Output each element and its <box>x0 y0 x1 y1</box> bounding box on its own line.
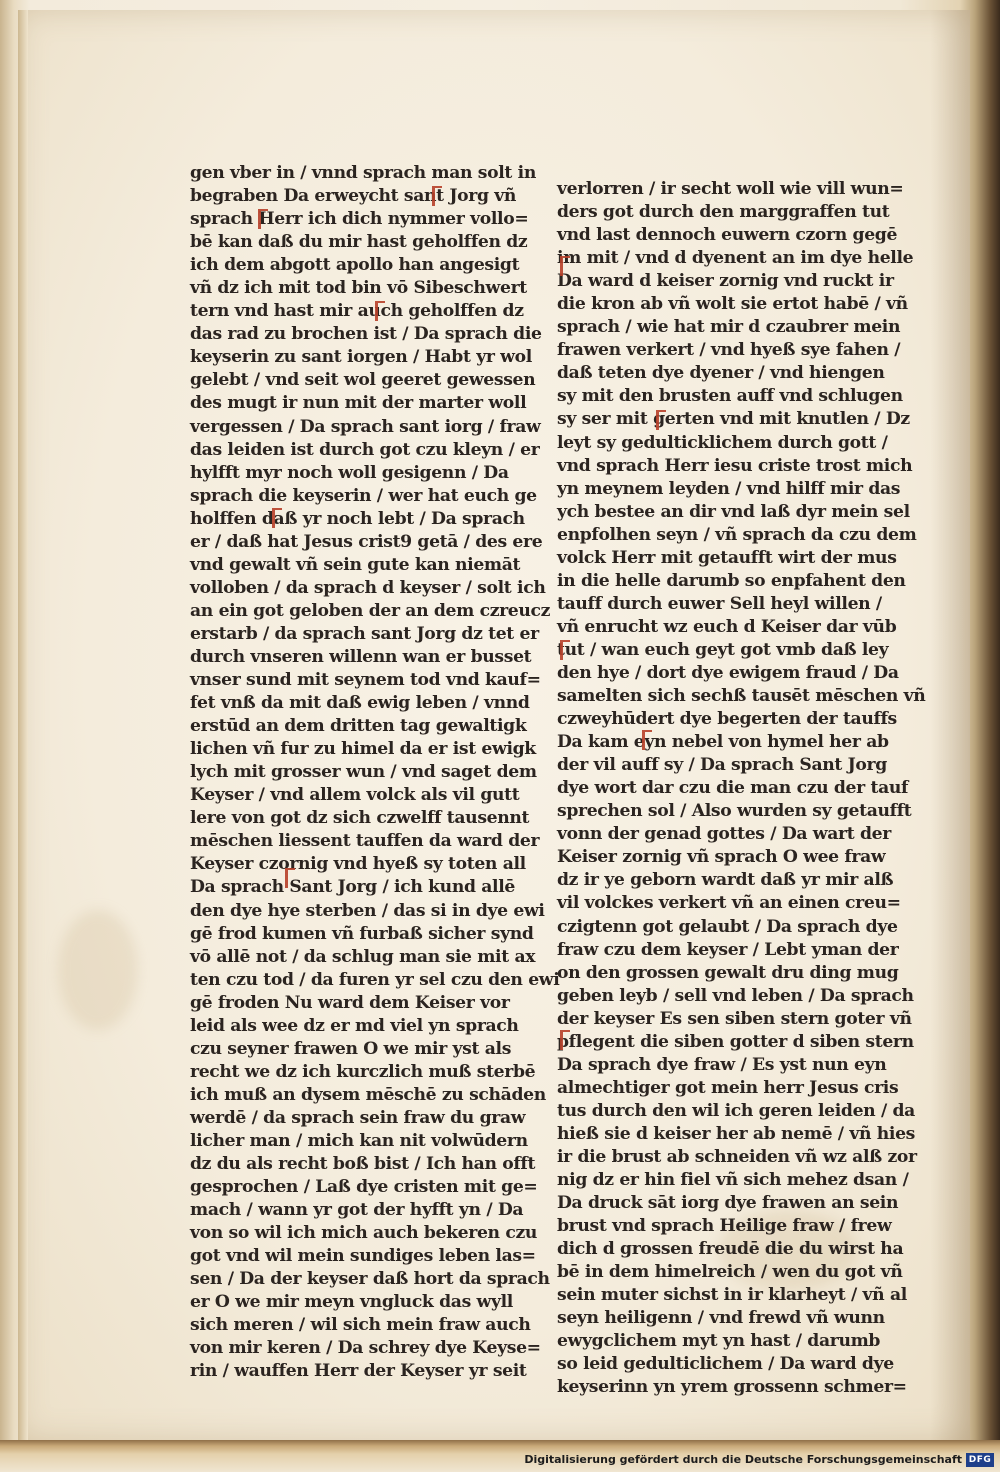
text-line: keyserin zu sant iorgen / Habt yr wol <box>190 347 532 368</box>
rubric-mark <box>432 186 442 206</box>
text-line: tut / wan euch geyt got vmb daß ley <box>557 639 889 660</box>
text-line: vnd sprach Herr iesu criste trost mich <box>557 455 913 476</box>
rubric-mark <box>560 640 570 660</box>
text-line: seyn heiligenn / vnd frewd vñ wunn <box>557 1308 885 1329</box>
text-line: sein muter sichst in ir klarheyt / vñ al <box>557 1285 907 1306</box>
text-line: czigtenn got gelaubt / Da sprach dye <box>557 916 898 937</box>
text-line: begraben Da erweycht sant Jorg vñ <box>190 186 517 207</box>
text-line: ych bestee an dir vnd laß dyr mein sel <box>557 501 910 522</box>
text-line: yn meynem leyden / vnd hilff mir das <box>557 478 901 499</box>
text-line: tauff durch euwer Sell heyl willen / <box>557 593 882 614</box>
text-line: licher man / mich kan nit volwūdern <box>190 1130 528 1151</box>
text-line: der keyser Es sen siben stern goter vñ <box>557 1008 912 1029</box>
rubric-mark <box>560 256 570 276</box>
text-line: czu seyner frawen O we mir yst als <box>190 1038 512 1059</box>
text-column-right <box>557 178 926 1399</box>
text-line: vil volckes verkert vñ an einen creu= <box>557 893 901 914</box>
rubric-mark <box>642 730 652 750</box>
text-line: vergessen / Da sprach sant iorg / fraw <box>190 416 541 437</box>
text-line: des mugt ir nun mit der marter woll <box>190 393 527 414</box>
text-line: keyserinn yn yrem grossenn schmer= <box>557 1377 907 1398</box>
text-line: gē frod kumen vñ furbaß sicher synd <box>190 923 534 944</box>
page-fold-shadow <box>930 10 970 1440</box>
text-line: fet vnß da mit daß ewig leben / vnnd <box>190 693 530 714</box>
text-line: der vil auff sy / Da sprach Sant Jorg <box>557 755 887 776</box>
text-line: enpfolhen seyn / vñ sprach da czu dem <box>557 524 917 545</box>
text-line: volck Herr mit getaufft wirt der mus <box>557 547 897 568</box>
text-line: lych mit grosser wun / vnd saget dem <box>190 762 537 783</box>
text-line: dz du als recht boß bist / Ich han offt <box>190 1154 536 1175</box>
text-line: Da kam eyn nebel von hymel her ab <box>557 732 889 753</box>
text-line: sy ser mit gerten vnd mit knutlen / Dz <box>557 409 910 430</box>
text-line: ich dem abgott apollo han angesigt <box>190 255 520 276</box>
text-line: dye wort dar czu die man czu der tauf <box>557 778 909 799</box>
text-line: von mir keren / Da schrey dye Keyse= <box>190 1338 541 1359</box>
text-line: an ein got geloben der an dem czreucz <box>190 600 551 621</box>
text-line: sich meren / wil sich mein fraw auch <box>190 1315 531 1336</box>
text-line: gē froden Nu ward dem Keiser vor <box>190 992 510 1013</box>
text-line: ich muß an dysem mēschē zu schāden <box>190 1084 546 1105</box>
text-line: vñ enrucht wz euch d Keiser dar vūb <box>557 616 897 637</box>
text-line: Keyser czornig vnd hyeß sy toten all <box>190 854 526 875</box>
text-line: leyt sy gedulticklichem durch gott / <box>557 432 888 453</box>
text-line: hylfft myr noch woll gesigenn / Da <box>190 462 509 483</box>
text-line: das rad zu brochen ist / Da sprach die <box>190 324 542 345</box>
rubric-mark <box>375 301 385 321</box>
text-line: so leid gedulticlichem / Da ward dye <box>557 1354 894 1375</box>
text-line: Da sprach Sant Jorg / ich kund allē <box>190 877 515 898</box>
text-line: werdē / da sprach sein fraw du graw <box>190 1107 526 1128</box>
text-line: ewygclichem myt yn hast / darumb <box>557 1331 881 1352</box>
text-line: den dye hye sterben / das si in dye ewi <box>190 900 545 921</box>
text-line: frawen verkert / vnd hyeß sye fahen / <box>557 340 901 361</box>
text-line: leid als wee dz er md viel yn sprach <box>190 1015 519 1036</box>
text-line: holffen daß yr noch lebt / Da sprach <box>190 508 525 529</box>
text-line: mach / wann yr got der hyfft yn / Da <box>190 1200 524 1221</box>
text-line: czweyhūdert dye begerten der tauffs <box>557 709 897 730</box>
text-line: dich d grossen freudē die du wirst ha <box>557 1239 904 1260</box>
text-line: das leiden ist durch got czu kleyn / er <box>190 439 540 460</box>
text-line: mēschen liessent tauffen da ward der <box>190 831 540 852</box>
text-line: den hye / dort dye ewigem fraud / Da <box>557 662 899 683</box>
text-line: verlorren / ir secht woll wie vill wun= <box>557 179 904 199</box>
text-line: er O we mir meyn vngluck das wyll <box>190 1292 513 1313</box>
text-line: bē kan daß du mir hast geholffen dz <box>190 232 528 253</box>
text-line: Da druck sāt iorg dye frawen an sein <box>557 1193 899 1214</box>
text-line: gesprochen / Laß dye cristen mit ge= <box>190 1177 538 1198</box>
page-edge <box>18 10 28 1440</box>
text-line: dz ir ye geborn wardt daß yr mir alß <box>557 870 894 891</box>
text-line: ten czu tod / da furen yr sel czu den ewi <box>190 969 560 990</box>
dfg-logo: DFG <box>966 1453 994 1467</box>
text-line: vnser sund mit seynem tod vnd kauf= <box>190 670 541 691</box>
text-line: fraw czu dem keyser / Lebt yman der <box>557 939 899 960</box>
text-line: vō allē not / da schlug man sie mit ax <box>190 946 536 967</box>
paper-stain <box>58 910 138 1030</box>
text-line: pflegent die siben gotter d siben stern <box>557 1031 914 1052</box>
text-line: samelten sich sechß tausēt mēschen vñ <box>557 686 926 707</box>
text-line: vonn der genad gottes / Da wart der <box>557 824 891 845</box>
text-line: er / daß hat Jesus crist9 getā / des ere <box>190 531 543 552</box>
text-line: volloben / da sprach d keyser / solt ich <box>190 577 546 598</box>
text-line: vnd gewalt vñ sein gute kan niemāt <box>190 554 521 575</box>
text-line: vñ dz ich mit tod bin vō Sibeschwert <box>190 278 527 299</box>
text-line: almechtiger got mein herr Jesus cris <box>557 1077 899 1098</box>
text-line: Keyser / vnd allem volck als vil gutt <box>190 785 520 806</box>
text-line: gen vber in / vnnd sprach man solt in <box>190 163 536 183</box>
text-line: daß teten dye dyener / vnd hiengen <box>557 363 885 384</box>
text-line: sprechen sol / Also wurden sy getaufft <box>557 801 912 822</box>
text-line: ders got durch den marggraffen tut <box>557 202 890 223</box>
text-line: erstarb / da sprach sant Jorg dz tet er <box>190 623 539 644</box>
text-line: sprach Herr ich dich nymmer vollo= <box>190 209 529 230</box>
rubric-mark <box>258 209 268 229</box>
text-line: tern vnd hast mir auch geholffen dz <box>190 301 524 322</box>
text-line: recht we dz ich kurczlich muß sterbē <box>190 1061 536 1082</box>
text-line: durch vnseren willenn wan er busset <box>190 646 532 667</box>
text-line: nig dz er hin fiel vñ sich mehez dsan / <box>557 1170 909 1191</box>
text-line: die kron ab vñ wolt sie ertot habē / vñ <box>557 294 908 315</box>
text-line: sen / Da der keyser daß hort da sprach <box>190 1269 550 1290</box>
text-line: erstūd an dem dritten tag gewaltigk <box>190 716 527 737</box>
rubric-mark <box>656 410 666 430</box>
text-line: geben leyb / sell vnd leben / Da sprach <box>557 985 914 1006</box>
text-line: rin / wauffen Herr der Keyser yr seit <box>190 1361 527 1382</box>
text-line: von so wil ich mich auch bekeren czu <box>190 1223 537 1244</box>
text-line: brust vnd sprach Heilige fraw / frew <box>557 1216 892 1237</box>
text-line: got vnd wil mein sundiges leben las= <box>190 1246 536 1267</box>
text-column-left <box>190 162 560 1383</box>
text-line: lere von got dz sich czwelff tausennt <box>190 808 530 829</box>
rubric-mark <box>560 1030 570 1050</box>
text-line: bē in dem himelreich / wen du got vñ <box>557 1262 903 1283</box>
text-line: in die helle darumb so enpfahent den <box>557 570 906 591</box>
text-line: hieß sie d keiser her ab nemē / vñ hies <box>557 1123 916 1144</box>
rubric-mark <box>272 508 282 528</box>
text-line: gelebt / vnd seit wol geeret gewessen <box>190 370 536 391</box>
text-line: tus durch den wil ich geren leiden / da <box>557 1100 915 1121</box>
text-line: Keiser zornig vñ sprach O wee fraw <box>557 847 886 868</box>
text-line: sprach die keyserin / wer hat euch ge <box>190 485 537 506</box>
text-line: sy mit den brusten auff vnd schlugen <box>557 386 903 407</box>
text-line: im mit / vnd d dyenent an im dye helle <box>557 248 914 269</box>
digitization-credit: Digitalisierung gefördert durch die Deutsche Forschungsgemeinschaft <box>524 1453 962 1466</box>
rubric-mark <box>285 868 295 888</box>
text-line: Da ward d keiser zornig vnd ruckt ir <box>557 271 894 292</box>
text-line: sprach / wie hat mir d czaubrer mein <box>557 317 901 338</box>
text-line: on den grossen gewalt dru ding mug <box>557 962 899 983</box>
text-line: lichen vñ fur zu himel da er ist ewigk <box>190 739 536 760</box>
text-line: Da sprach dye fraw / Es yst nun eyn <box>557 1054 887 1075</box>
text-line: vnd last dennoch euwern czorn gegē <box>557 225 898 246</box>
text-line: ir die brust ab schneiden vñ wz alß zor <box>557 1146 917 1167</box>
